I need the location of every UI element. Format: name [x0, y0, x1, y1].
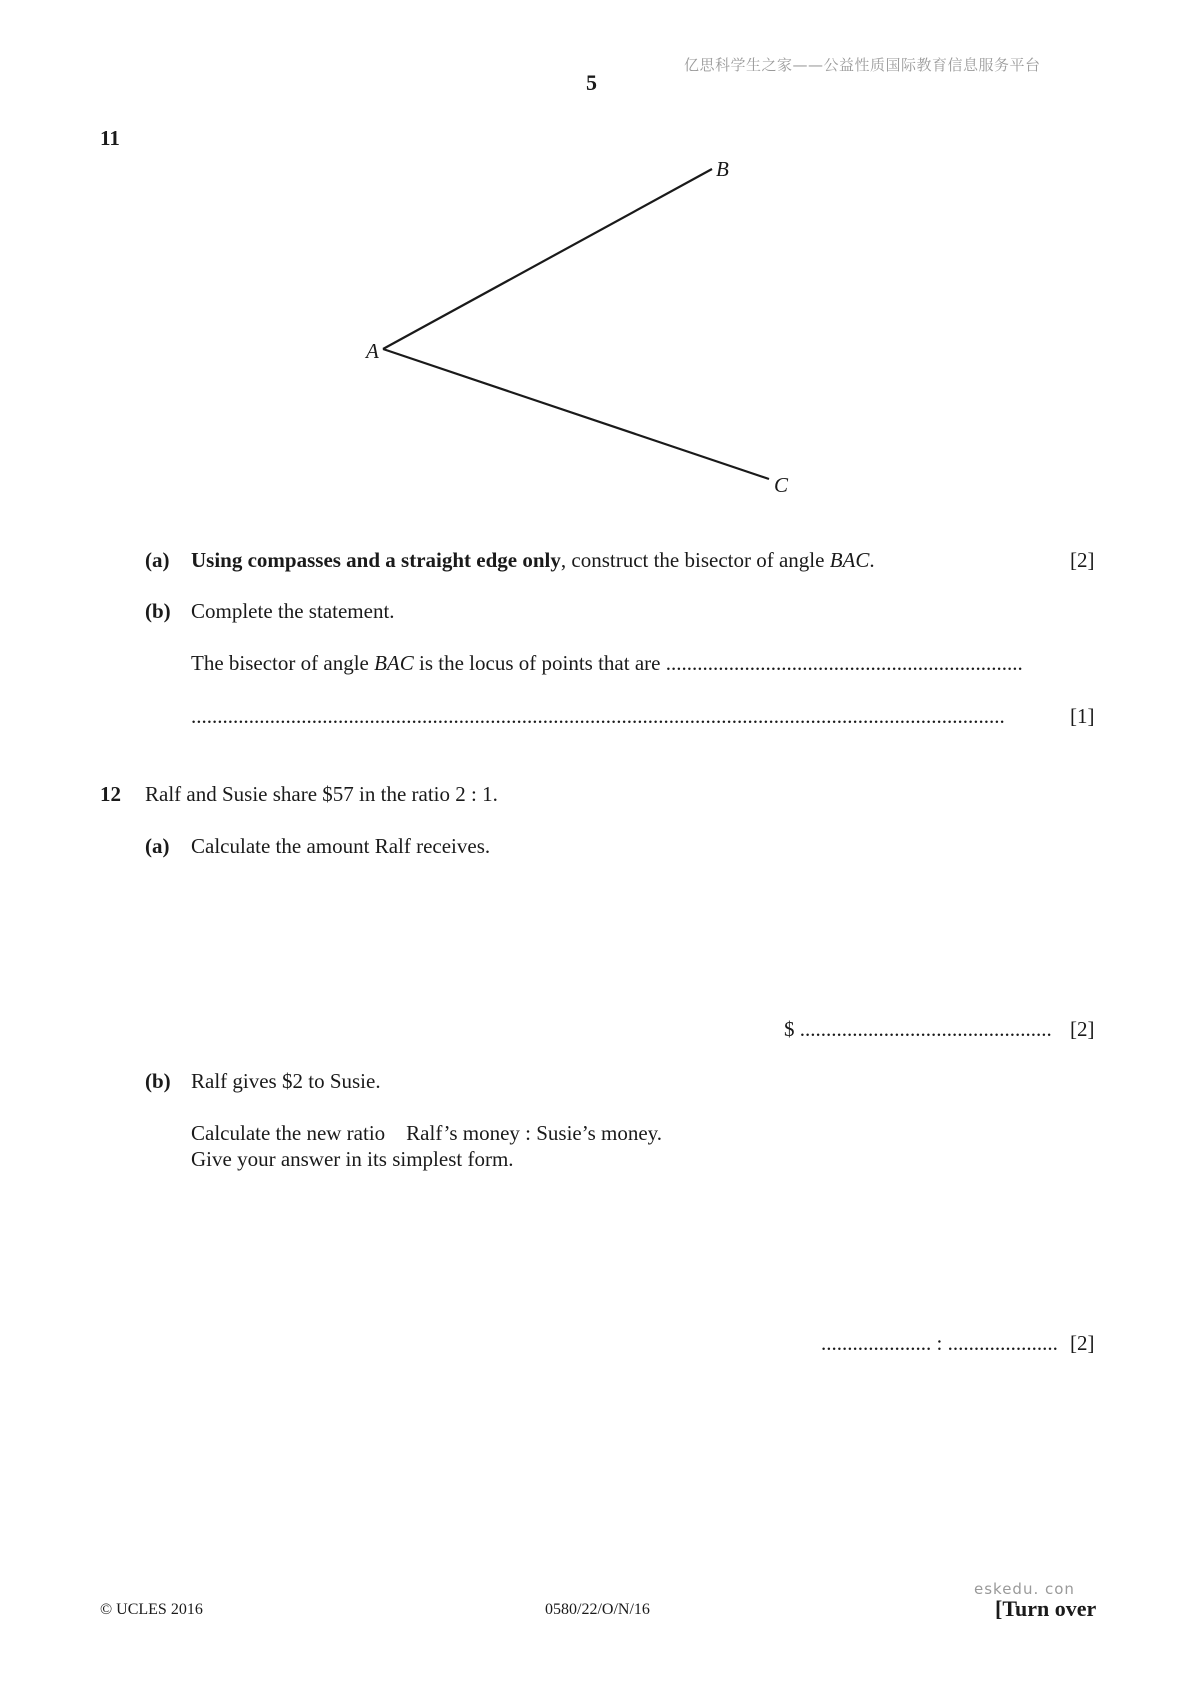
question-12b-label: (b) — [145, 1069, 171, 1093]
question-11a-text-after: . — [869, 548, 875, 572]
question-12b-marks: [2] — [1070, 1331, 1095, 1355]
question-11b-statement — [191, 650, 1023, 676]
footer-turn-over: [Turn over — [995, 1596, 1097, 1621]
question-12a-answer-line[interactable]: $ ................................................ — [784, 1017, 1052, 1041]
ray-ac — [383, 349, 769, 479]
question-11b-instruction: Complete the statement. — [191, 599, 395, 623]
watermark-top: 亿思科学生之家——公益性质国际教育信息服务平台 — [684, 56, 1041, 74]
question-11a-text-before: , construct the bisector of angle — [560, 548, 830, 572]
angle-bac-diagram — [0, 0, 1191, 520]
point-b-label: B — [716, 157, 729, 181]
question-11b-label: (b) — [145, 599, 171, 623]
ray-ab — [383, 169, 712, 349]
watermark-bottom: eskedu. con — [974, 1580, 1075, 1598]
question-11b-marks: [1] — [1070, 704, 1095, 728]
question-11b-suffix: is the locus of points that are .................................................................... — [413, 651, 1023, 675]
question-12a-marks: [2] — [1070, 1017, 1095, 1041]
question-11a-bold: Using compasses and a straight edge only — [191, 548, 561, 572]
question-11a-angle: BAC — [829, 548, 870, 572]
page-number: 5 — [586, 70, 597, 95]
question-11b-answer-line[interactable]: ........................................................................................................................................................... — [191, 704, 1005, 728]
point-a-label: A — [366, 339, 379, 363]
question-11-number: 11 — [100, 126, 120, 150]
question-11b-angle: BAC — [374, 651, 414, 675]
question-11b-prefix: The bisector of angle — [191, 651, 375, 675]
question-11a-text — [191, 547, 875, 573]
question-12b-line2: Give your answer in its simplest form. — [191, 1147, 514, 1171]
footer-paper-code: 0580/22/O/N/16 — [545, 1601, 650, 1618]
question-11a-marks: [2] — [1070, 548, 1095, 572]
question-11a-label: (a) — [145, 548, 170, 572]
question-12b-text: Ralf gives $2 to Susie. — [191, 1069, 381, 1093]
point-c-label: C — [774, 473, 789, 497]
question-12-number: 12 — [100, 782, 121, 806]
question-12a-label: (a) — [145, 834, 170, 858]
question-12b-answer-line[interactable]: ..................... : ..................... — [821, 1331, 1058, 1355]
question-12b-line1: Calculate the new ratio Ralf’s money : Susie’s money. — [191, 1121, 663, 1145]
footer-copyright: © UCLES 2016 — [100, 1601, 203, 1618]
question-12-stem: Ralf and Susie share $57 in the ratio 2 : 1. — [145, 782, 498, 806]
question-12a-text: Calculate the amount Ralf receives. — [191, 834, 491, 858]
